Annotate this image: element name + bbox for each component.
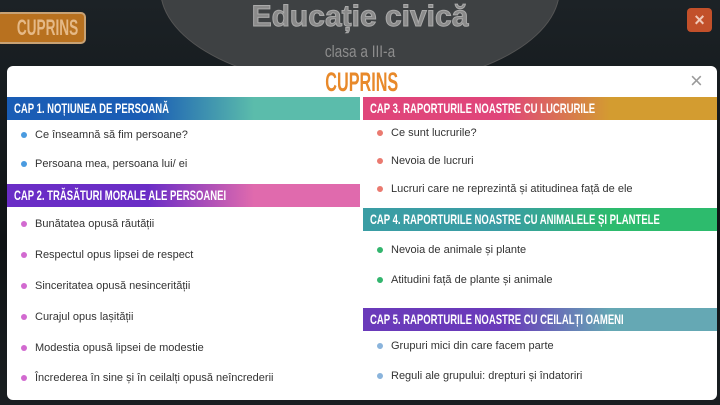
close-icon[interactable]: × <box>690 68 703 93</box>
lesson-link[interactable] <box>21 342 204 354</box>
lesson-link[interactable] <box>377 370 582 382</box>
cuprins-button[interactable] <box>0 12 86 44</box>
lesson-label: Atitudini față de plante și animale <box>391 274 553 286</box>
chapter-header[interactable] <box>7 97 360 120</box>
lesson-link[interactable] <box>21 311 133 323</box>
chapter-title: CAP 4. RAPORTURILE NOASTRE CU ANIMALELE ȘI PLANTELE <box>370 211 660 227</box>
bullet-icon <box>21 132 27 138</box>
lesson-link[interactable] <box>21 158 187 170</box>
lesson-label: Respectul opus lipsei de respect <box>35 249 194 261</box>
app-close-button[interactable]: × <box>687 8 712 32</box>
chapter-header[interactable] <box>363 208 717 231</box>
lesson-label: Bunătatea opusă răutății <box>35 218 155 230</box>
app-subtitle: clasa a III-a <box>324 42 396 61</box>
lesson-link[interactable] <box>21 249 193 261</box>
lesson-link[interactable] <box>21 372 273 384</box>
chapter-title: CAP 2. TRĂSĂTURI MORALE ALE PERSOANEI <box>14 187 227 203</box>
lesson-label: Nevoia de animale și plante <box>391 244 527 256</box>
bullet-icon <box>377 277 383 283</box>
chapter-title: CAP 1. NOȚIUNEA DE PERSOANĂ <box>14 100 169 116</box>
lesson-link[interactable] <box>377 183 633 195</box>
lesson-label: Ce sunt lucrurile? <box>391 127 477 139</box>
lesson-link[interactable] <box>377 244 526 256</box>
bullet-icon <box>21 283 27 289</box>
modal-title: CUPRINS <box>325 67 399 97</box>
lesson-label: Încrederea în sine și în ceilalți opusă neîncrederii <box>35 372 274 384</box>
bullet-icon <box>21 252 27 258</box>
chapter-header[interactable] <box>363 308 717 331</box>
bullet-icon <box>377 247 383 253</box>
chapter-header[interactable] <box>7 184 360 207</box>
bullet-icon <box>377 373 383 379</box>
lesson-label: Curajul opus lașității <box>35 311 134 323</box>
lesson-label: Persoana mea, persoana lui/ ei <box>35 158 188 170</box>
lesson-link[interactable] <box>21 129 188 141</box>
bullet-icon <box>377 130 383 136</box>
lesson-link[interactable] <box>377 274 552 286</box>
lesson-link[interactable] <box>21 218 154 230</box>
chapter-title: CAP 3. RAPORTURILE NOASTRE CU LUCRURILE <box>370 100 596 116</box>
lesson-label: Ce înseamnă să fim persoane? <box>35 129 188 141</box>
lesson-link[interactable] <box>377 155 474 167</box>
bullet-icon <box>377 343 383 349</box>
lesson-label: Nevoia de lucruri <box>391 155 474 167</box>
lesson-label: Lucruri care ne reprezintă și atitudinea față de ele <box>391 183 633 195</box>
app-title: Educație civică <box>251 0 469 33</box>
bullet-icon <box>21 314 27 320</box>
cuprins-button-label: CUPRINS <box>16 15 79 40</box>
bullet-icon <box>21 345 27 351</box>
lesson-link[interactable] <box>377 340 554 352</box>
bullet-icon <box>377 158 383 164</box>
bullet-icon <box>377 186 383 192</box>
bullet-icon <box>21 375 27 381</box>
lesson-label: Sinceritatea opusă nesincerității <box>35 280 191 292</box>
contents-modal <box>7 66 717 400</box>
lesson-label: Reguli ale grupului: drepturi și îndatoriri <box>391 370 583 382</box>
lesson-link[interactable] <box>21 280 190 292</box>
lesson-label: Modestia opusă lipsei de modestie <box>35 342 204 354</box>
bullet-icon <box>21 161 27 167</box>
bullet-icon <box>21 221 27 227</box>
chapter-header[interactable] <box>363 97 717 120</box>
lesson-label: Grupuri mici din care facem parte <box>391 340 554 352</box>
lesson-link[interactable] <box>377 127 477 139</box>
chapter-title: CAP 5. RAPORTURILE NOASTRE CU CEILALȚI OAMENI <box>370 311 624 327</box>
